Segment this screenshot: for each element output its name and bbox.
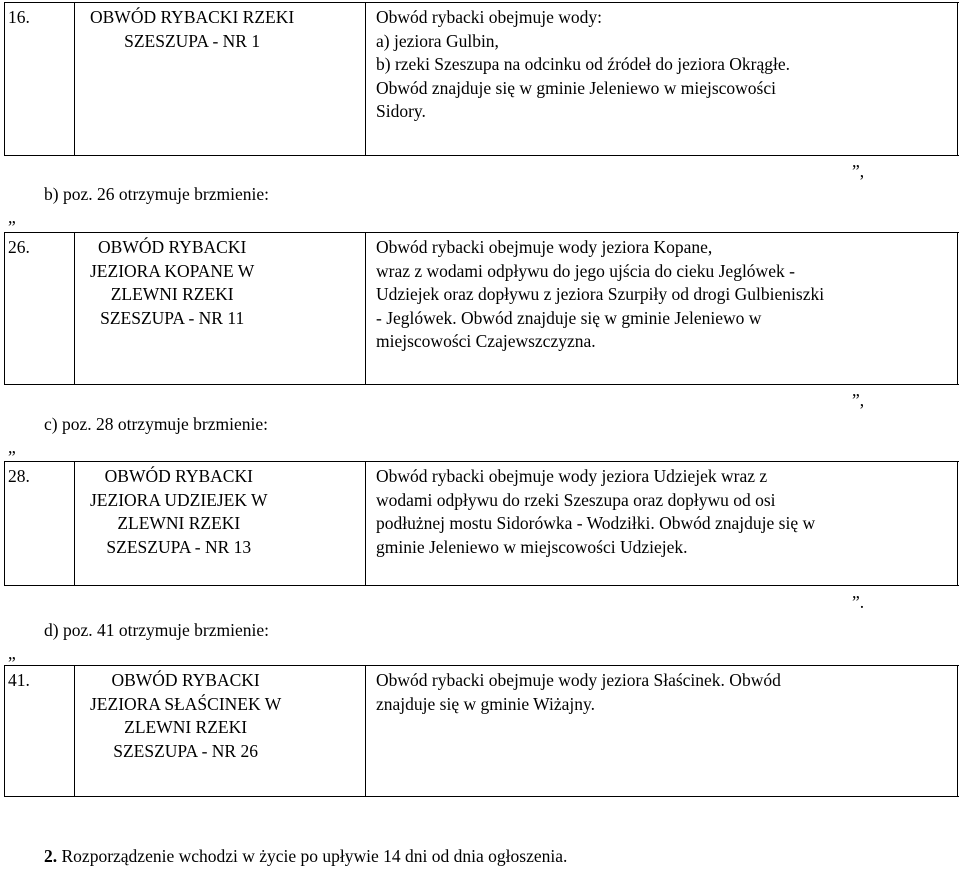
row-description: Obwód rybacki obejmuje wody jeziora Kopane, wraz z wodami odpływu do jego ujścia do cieku Jeglówek - Udziejek oraz dopływu z jeziora Szurpiły od drogi Gulbieniszki - Jeglówek. Obwód znajduje się w gminie Jeleniewo w miejscowości Czajewszczyzna. [376,237,825,351]
opening-quote: „ [8,643,16,663]
opening-quote: „ [8,207,16,227]
row-number: 26. [8,237,30,257]
row-name: OBWÓD RYBACKI JEZIORA SŁAŚCINEK W ZLEWNI RZEKI SZESZUPA - NR 26 [90,670,282,761]
final-provision [44,845,567,869]
row-description: Obwód rybacki obejmuje wody jeziora Udziejek wraz z wodami odpływu do rzeki Szeszupa oraz dopływu od osi podłużnej mostu Sidorówka - Wodziłki. Obwód znajduje się w gminie Jeleniewo w miejscowości Udziejek. [376,466,816,557]
opening-quote: „ [8,437,16,457]
section-text: Rozporządzenie wchodzi w życie po upływie 14 dni od dnia ogłoszenia. [61,846,568,866]
amendment-intro: b) poz. 26 otrzymuje brzmienie: [44,184,269,204]
section-number: 2. [44,846,58,866]
amendment-intro: d) poz. 41 otrzymuje brzmienie: [44,620,269,640]
row-description: Obwód rybacki obejmuje wody jeziora Słaścinek. Obwód znajduje się w gminie Wiżajny. [376,670,781,714]
row-number: 16. [8,7,30,27]
row-description: Obwód rybacki obejmuje wody: a) jeziora Gulbin, b) rzeki Szeszupa na odcinku od źródeł do jeziora Okrągłe. Obwód znajduje się w gminie Jeleniewo w miejscowości Sidory. [376,7,791,121]
row-number: 41. [8,670,30,690]
row-name: OBWÓD RYBACKI RZEKI SZESZUPA - NR 1 [90,7,295,51]
row-name: OBWÓD RYBACKI JEZIORA KOPANE W ZLEWNI RZEKI SZESZUPA - NR 11 [90,237,255,328]
row-name: OBWÓD RYBACKI JEZIORA UDZIEJEK W ZLEWNI RZEKI SZESZUPA - NR 13 [90,466,268,557]
amendment-intro: c) poz. 28 otrzymuje brzmienie: [44,414,269,434]
closing-quote: ”, [852,390,865,410]
closing-quote: ”. [852,592,865,612]
row-number: 28. [8,466,30,486]
closing-quote: ”, [852,161,865,181]
